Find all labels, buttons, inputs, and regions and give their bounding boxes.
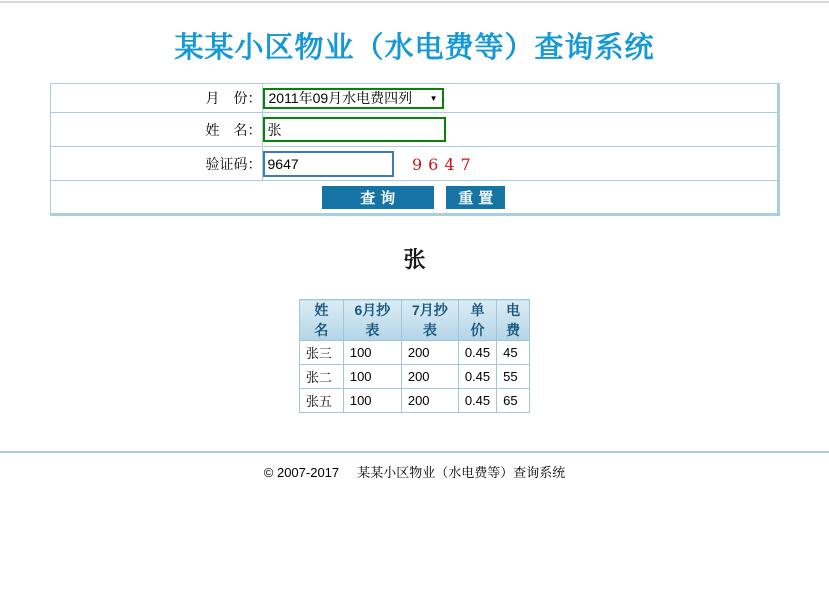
form-row-name xyxy=(50,113,778,147)
cell-july: 200 xyxy=(401,389,458,413)
query-button[interactable]: 查询 xyxy=(322,186,434,209)
cell-june: 100 xyxy=(343,341,401,365)
cell-name: 张二 xyxy=(299,365,343,389)
captcha-input[interactable] xyxy=(263,151,394,177)
cell-fee: 65 xyxy=(497,389,530,413)
table-row xyxy=(299,389,529,413)
result-table xyxy=(299,299,530,413)
cell-name: 张五 xyxy=(299,389,343,413)
name-field-cell xyxy=(262,113,778,147)
form-row-captcha xyxy=(50,147,778,181)
page-title: 某某小区物业（水电费等）查询系统 xyxy=(174,32,655,64)
captcha-field-cell xyxy=(262,147,778,181)
col-header-june: 6月抄表 xyxy=(343,300,401,341)
footer-copyright: © 2007-2017 某某小区物业（水电费等）查询系统 xyxy=(263,465,566,480)
col-header-name: 姓名 xyxy=(299,300,343,341)
captcha-code: 9647 xyxy=(411,154,477,174)
result-header-row xyxy=(299,300,529,341)
form-row-buttons xyxy=(50,181,778,215)
col-header-july: 7月抄表 xyxy=(401,300,458,341)
top-divider xyxy=(0,1,829,3)
footer-divider xyxy=(0,451,829,453)
captcha-label: 验证码： xyxy=(50,147,262,181)
name-label: 姓 名： xyxy=(50,113,262,147)
reset-button[interactable]: 重置 xyxy=(446,186,505,209)
cell-fee: 45 xyxy=(497,341,530,365)
table-row xyxy=(299,341,529,365)
cell-name: 张三 xyxy=(299,341,343,365)
cell-july: 200 xyxy=(401,365,458,389)
cell-fee: 55 xyxy=(497,365,530,389)
col-header-price: 单价 xyxy=(458,300,496,341)
cell-price: 0.45 xyxy=(458,365,496,389)
col-header-fee: 电费 xyxy=(497,300,530,341)
cell-july: 200 xyxy=(401,341,458,365)
month-select-value: 2011年09月水电费四列 xyxy=(268,90,413,106)
month-field-cell xyxy=(262,84,778,113)
cell-price: 0.45 xyxy=(458,389,496,413)
buttons-cell xyxy=(50,181,778,215)
query-form xyxy=(50,83,780,216)
cell-price: 0.45 xyxy=(458,341,496,365)
chevron-down-icon: ▼ xyxy=(429,93,438,103)
name-input[interactable] xyxy=(263,117,446,142)
cell-june: 100 xyxy=(343,389,401,413)
month-label: 月 份： xyxy=(50,84,262,113)
cell-june: 100 xyxy=(343,365,401,389)
form-row-month xyxy=(50,84,778,113)
table-row xyxy=(299,365,529,389)
result-name: 张 xyxy=(403,247,426,272)
month-select[interactable] xyxy=(263,88,444,109)
